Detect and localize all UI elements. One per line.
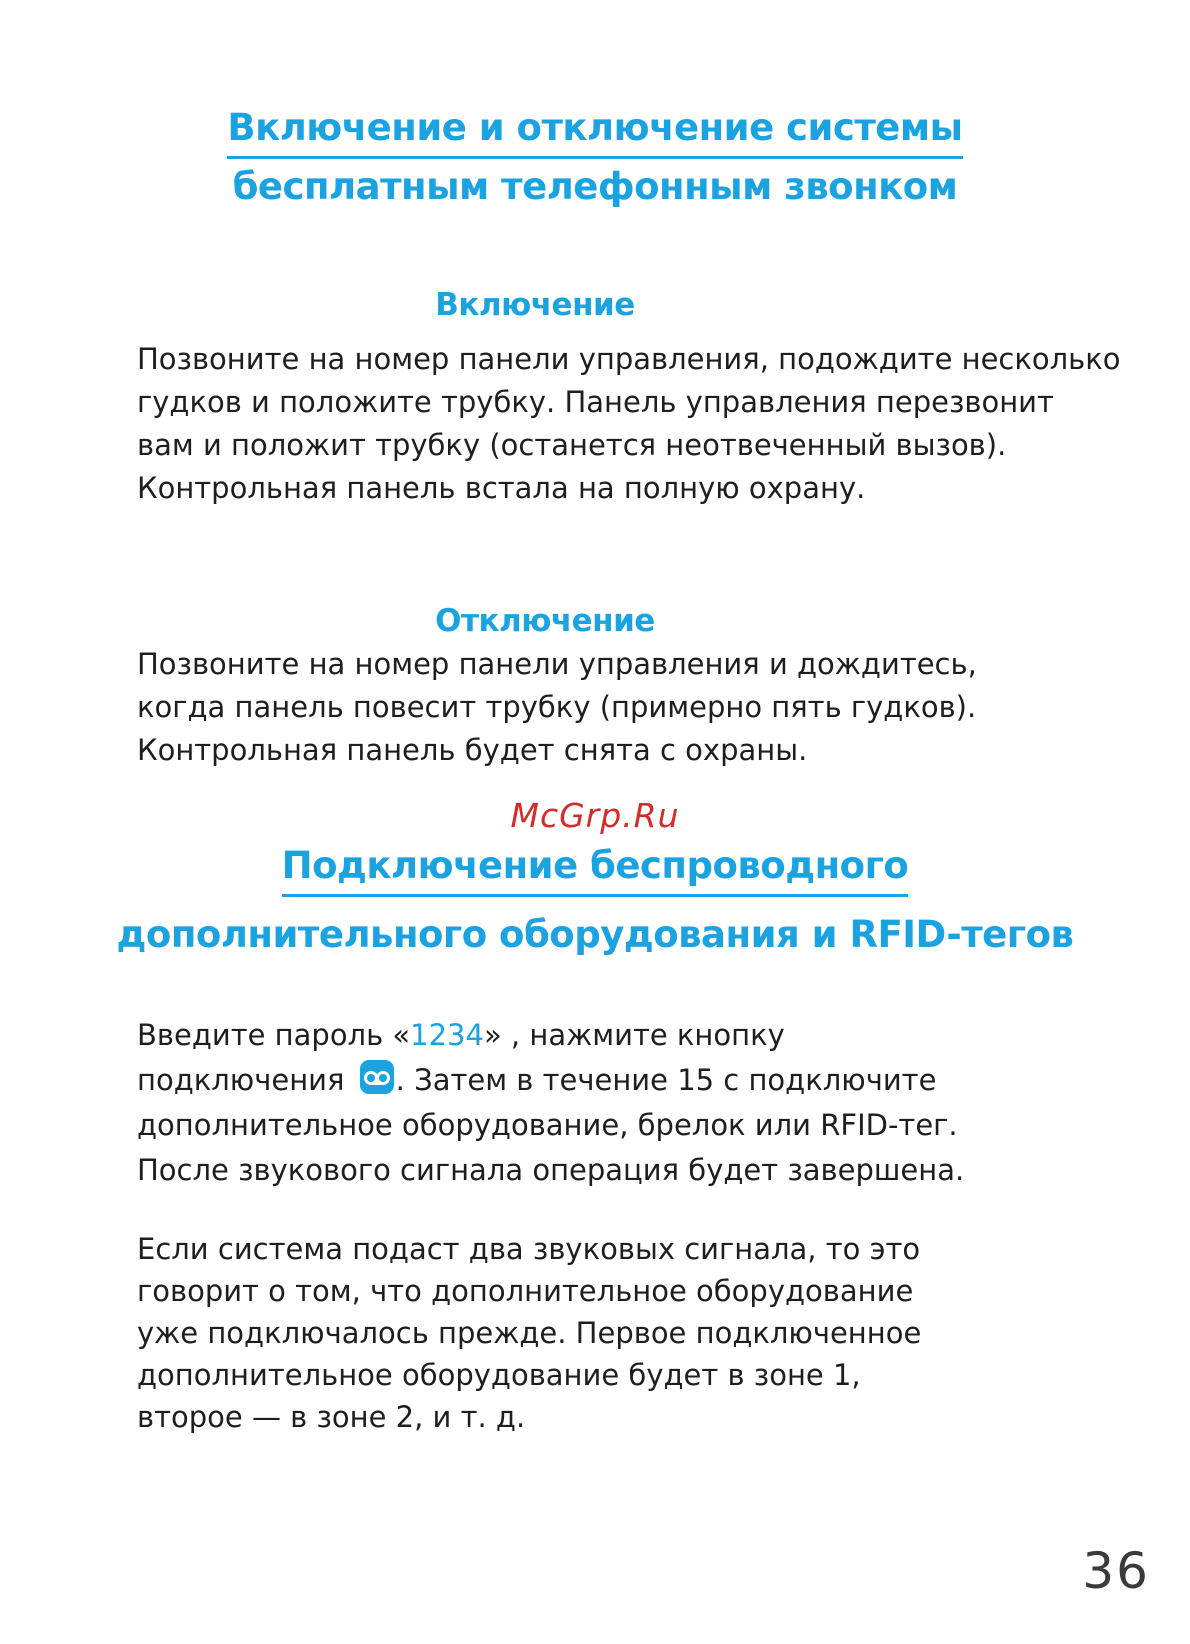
pair-button-icon bbox=[360, 1060, 394, 1094]
disarming-line-1: Позвоните на номер панели управления и дождитесь, bbox=[137, 647, 977, 681]
arming-line-3: вам и положит трубку (останется неотвеченный вызов). bbox=[137, 428, 1007, 462]
page-number: 36 bbox=[1082, 1542, 1150, 1600]
disarming-line-3: Контрольная панель будет снята с охраны. bbox=[137, 733, 808, 767]
disarming-line-2: когда панель повесит трубку (примерно пять гудков). bbox=[137, 690, 977, 724]
note-line-3: уже подключалось прежде. Первое подключенное bbox=[137, 1316, 922, 1350]
pairing-line-1 bbox=[137, 1013, 964, 1058]
disarming-heading: Отключение bbox=[435, 603, 655, 639]
note-line-4: дополнительное оборудование будет в зоне 1, bbox=[137, 1358, 861, 1392]
arming-line-2: гудков и положите трубку. Панель управления перезвонит bbox=[137, 385, 1054, 419]
note-line-5: второе — в зоне 2, и т. д. bbox=[137, 1400, 526, 1434]
pairing-title-line-2: дополнительного оборудования и RFID-тегов bbox=[116, 913, 1074, 956]
pairing-line-1-post: » , нажмите кнопку bbox=[483, 1018, 785, 1052]
pairing-line-2-pre: подключения bbox=[137, 1063, 354, 1097]
section-title-line-1: Включение и отключение системы bbox=[227, 100, 962, 159]
pairing-line-2-post: . Затем в течение 15 с подключите bbox=[395, 1063, 937, 1097]
pairing-line-2 bbox=[137, 1058, 964, 1103]
pairing-title-line-1: Подключение беспроводного bbox=[282, 838, 909, 897]
section-title-line-2: бесплатным телефонным звонком bbox=[232, 165, 958, 208]
arming-heading: Включение bbox=[435, 287, 635, 323]
pairing-line-4: После звукового сигнала операция будет завершена. bbox=[137, 1153, 965, 1187]
watermark: McGrp.Ru bbox=[510, 796, 680, 835]
note-paragraph bbox=[137, 1228, 921, 1438]
pairing-paragraph bbox=[137, 1013, 964, 1193]
pairing-line-1-pre: Введите пароль « bbox=[137, 1018, 411, 1052]
section-title-arm-disarm bbox=[0, 100, 1190, 215]
arming-paragraph bbox=[137, 338, 1121, 510]
note-line-1: Если система подаст два звуковых сигнала, то это bbox=[137, 1232, 921, 1266]
arming-line-4: Контрольная панель встала на полную охрану. bbox=[137, 471, 866, 505]
arming-line-1: Позвоните на номер панели управления, подождите несколько bbox=[137, 342, 1121, 376]
section-title-pairing bbox=[0, 838, 1190, 963]
disarming-paragraph bbox=[137, 643, 977, 772]
password-code: 1234 bbox=[410, 1018, 484, 1052]
note-line-2: говорит о том, что дополнительное оборудование bbox=[137, 1274, 914, 1308]
pairing-line-3: дополнительное оборудование, брелок или RFID-тег. bbox=[137, 1108, 958, 1142]
